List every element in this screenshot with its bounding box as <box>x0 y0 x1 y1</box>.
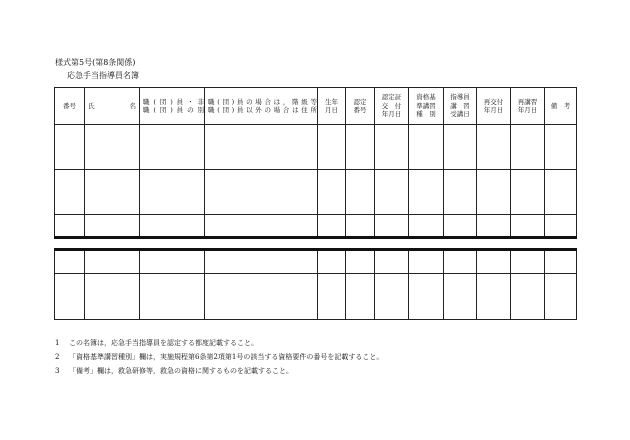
cell[interactable] <box>318 274 346 320</box>
cell[interactable] <box>409 274 444 320</box>
cell[interactable] <box>511 125 545 170</box>
note-text: この名簿は，応急手当指導員を認定する都度記載すること。 <box>69 339 258 347</box>
cell[interactable] <box>477 125 511 170</box>
note-item <box>55 364 383 378</box>
cell[interactable] <box>477 215 511 238</box>
cell[interactable] <box>477 274 511 320</box>
col-cert-number: 認定 番号 <box>346 88 375 125</box>
table-row <box>55 170 577 215</box>
cell[interactable] <box>55 215 85 238</box>
cell[interactable] <box>375 170 409 215</box>
note-item <box>55 336 383 350</box>
cell[interactable] <box>205 250 318 274</box>
col-number: 番号 <box>55 88 85 125</box>
cell[interactable] <box>346 274 375 320</box>
col-name: 氏 名 <box>85 88 140 125</box>
cell[interactable] <box>205 215 318 238</box>
instructor-register-table <box>54 87 577 320</box>
cell[interactable] <box>205 274 318 320</box>
cell[interactable] <box>375 215 409 238</box>
cell[interactable] <box>85 170 140 215</box>
cell[interactable] <box>318 170 346 215</box>
col-cert-issue-date: 認定証 交 付 年月日 <box>375 88 409 125</box>
note-item <box>55 350 383 364</box>
cell[interactable] <box>85 250 140 274</box>
cell[interactable] <box>545 170 577 215</box>
cell[interactable] <box>85 125 140 170</box>
cell[interactable] <box>55 125 85 170</box>
cell[interactable] <box>85 215 140 238</box>
cell[interactable] <box>511 250 545 274</box>
cell[interactable] <box>140 274 205 320</box>
cell[interactable] <box>409 215 444 238</box>
register-title: 応急手当指導員名簿 <box>67 71 139 80</box>
cell[interactable] <box>318 250 346 274</box>
note-number: 3 <box>55 367 60 375</box>
cell[interactable] <box>375 274 409 320</box>
cell[interactable] <box>318 215 346 238</box>
cell[interactable] <box>444 125 477 170</box>
cell[interactable] <box>140 215 205 238</box>
note-text: 「資格基準講習種別」欄は，実施規程第6条第2項第1号の該当する資格要件の番号を記載すること。 <box>69 353 384 361</box>
omission-band <box>55 238 577 250</box>
cell[interactable] <box>444 215 477 238</box>
cell[interactable] <box>346 125 375 170</box>
col-reissue-date: 再交付 年月日 <box>477 88 511 125</box>
col-staff-type: 職(団)員・非 職(団)員の別 <box>140 88 205 125</box>
col-remarks: 備 考 <box>545 88 577 125</box>
cell[interactable] <box>346 250 375 274</box>
col-birthdate: 生年 月日 <box>318 88 346 125</box>
table-row <box>55 125 577 170</box>
cell[interactable] <box>477 250 511 274</box>
col-training-date: 指導員 講 習 受講日 <box>444 88 477 125</box>
note-number: 2 <box>55 353 60 361</box>
cell[interactable] <box>545 274 577 320</box>
cell[interactable] <box>140 250 205 274</box>
cell[interactable] <box>545 250 577 274</box>
cell[interactable] <box>444 274 477 320</box>
cell[interactable] <box>346 215 375 238</box>
table-break-separator <box>55 238 577 250</box>
cell[interactable] <box>140 170 205 215</box>
col-rank-address: 職(団)員の場合は，階級等 職(団)員以外の場合は住所 <box>205 88 318 125</box>
notes-section <box>55 336 383 378</box>
table-row <box>55 250 577 274</box>
cell[interactable] <box>205 170 318 215</box>
note-text: 「備考」欄は，救急研修等，救急の資格に関するものを記載すること。 <box>69 367 293 375</box>
cell[interactable] <box>511 170 545 215</box>
cell[interactable] <box>409 125 444 170</box>
cell[interactable] <box>444 170 477 215</box>
cell[interactable] <box>511 215 545 238</box>
cell[interactable] <box>140 125 205 170</box>
cell[interactable] <box>55 274 85 320</box>
header-row <box>55 88 577 125</box>
cell[interactable] <box>409 170 444 215</box>
cell[interactable] <box>444 250 477 274</box>
cell[interactable] <box>477 170 511 215</box>
table-row <box>55 274 577 320</box>
col-qualification-type: 資格基 準講習 種 別 <box>409 88 444 125</box>
cell[interactable] <box>318 125 346 170</box>
form-number-title: 様式第5号(第8条関係) <box>55 58 136 67</box>
cell[interactable] <box>55 250 85 274</box>
cell[interactable] <box>375 125 409 170</box>
cell[interactable] <box>545 215 577 238</box>
cell[interactable] <box>409 250 444 274</box>
table-row <box>55 215 577 238</box>
cell[interactable] <box>375 250 409 274</box>
cell[interactable] <box>346 170 375 215</box>
cell[interactable] <box>55 170 85 215</box>
note-number: 1 <box>55 339 60 347</box>
cell[interactable] <box>205 125 318 170</box>
cell[interactable] <box>85 274 140 320</box>
cell[interactable] <box>511 274 545 320</box>
col-retraining-date: 再講習 年月日 <box>511 88 545 125</box>
cell[interactable] <box>545 125 577 170</box>
